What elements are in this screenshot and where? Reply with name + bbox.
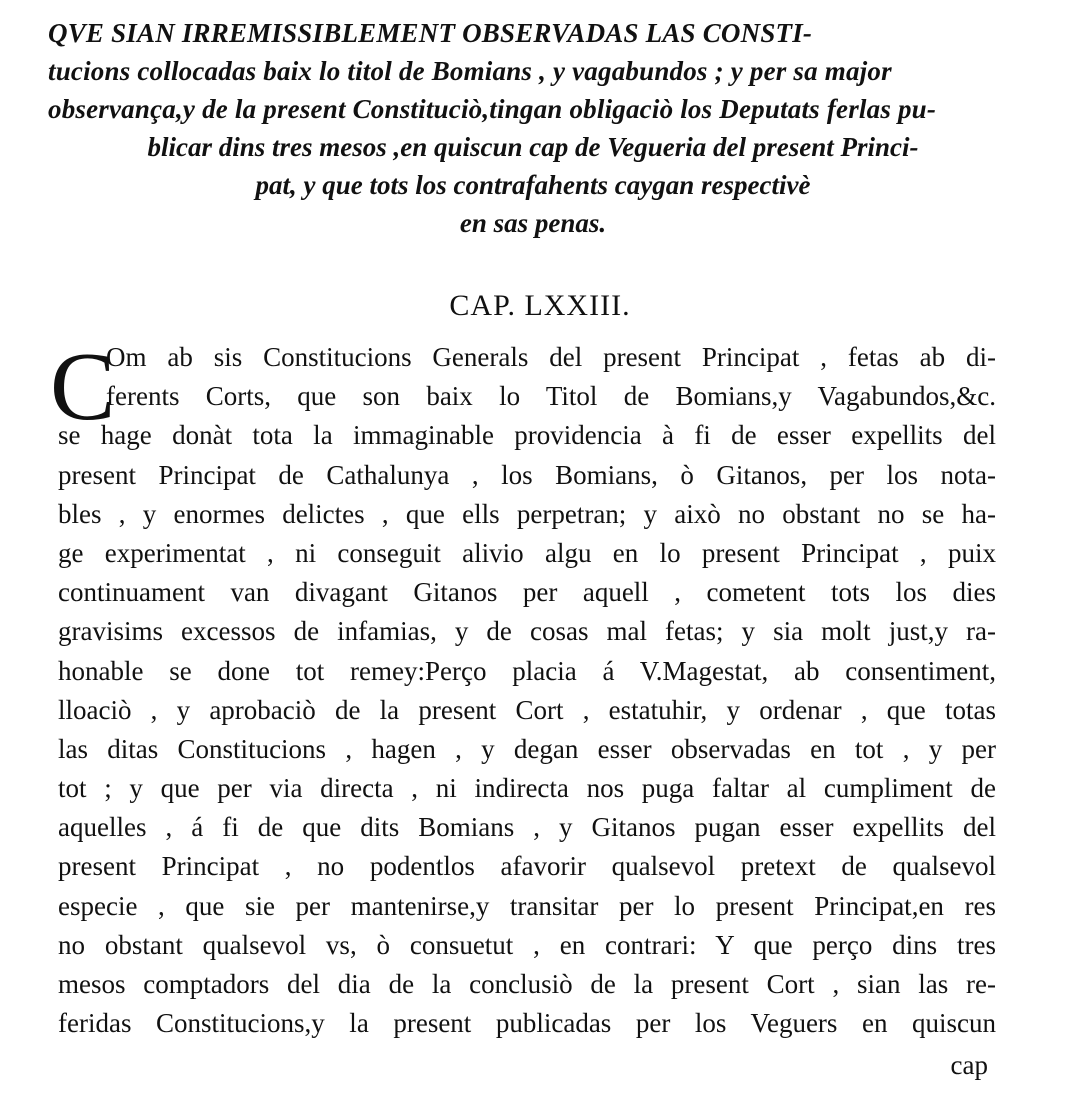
body-line: ge experimentat , ni conseguit alivio algu en lo present Principat , puix xyxy=(58,537,996,568)
body-line: mesos comptadors del dia de la conclusiò de la present Cort , sian las re- xyxy=(58,969,996,999)
body-line: honable se done tot remey:Perço placia á V.Magestat, ab consentiment, xyxy=(58,655,996,686)
body-line: no obstant qualsevol vs, ò consuetut , en contrari: Y que perço dins tres xyxy=(58,929,996,960)
body-line: ferents Corts, que son baix lo Titol de Bomians,y Vagabundos,&c. xyxy=(106,381,996,412)
catchword: cap xyxy=(950,1050,988,1080)
heading-line: QVE SIAN IRREMISSIBLEMENT OBSERVADAS LAS CONSTI- xyxy=(48,18,813,48)
body-line: las ditas Constitucions , hagen , y degan esser observadas en tot , y per xyxy=(58,733,996,764)
body-line: feridas Constitucions,y la present publicadas per los Veguers en quiscun xyxy=(58,1008,996,1039)
body-line: aquelles , á fi de que dits Bomians , y Gitanos pugan esser expellits del xyxy=(58,812,996,843)
body-line: lloaciò , y aprobaciò de la present Cort , estatuhir, y ordenar , que totas xyxy=(58,694,996,725)
body-line: bles , y enormes delictes , que ells perpetran; y això no obstant no se ha- xyxy=(58,498,996,529)
body-line: especie , que sie per mantenirse,y transitar per lo present Principat,en res xyxy=(58,890,996,921)
chapter-heading-summary xyxy=(48,14,1018,242)
heading-line: tucions collocadas baix lo titol de Bomians , y vagabundos ; y per sa major xyxy=(48,56,892,86)
heading-line: observança,y de la present Constituciò,tingan obligaciò los Deputats ferlas pu- xyxy=(48,94,937,124)
heading-line: pat, y que tots los contrafahents caygan respectivè xyxy=(255,170,811,200)
chapter-number: CAP. LXXIII. xyxy=(449,289,631,322)
heading-line: blicar dins tres mesos ,en quiscun cap de Vegueria del present Princi- xyxy=(147,132,919,162)
body-line: Om ab sis Constitucions Generals del present Principat , fetas ab di- xyxy=(106,342,996,372)
body-line: present Principat de Cathalunya , los Bomians, ò Gitanos, per los nota- xyxy=(58,459,996,490)
body-line: gravisims excessos de infamias, y de cosas mal fetas; y sia molt just,y ra- xyxy=(58,616,996,647)
heading-line: en sas penas. xyxy=(459,208,607,238)
body-paragraph xyxy=(58,338,996,1043)
body-line: se hage donàt tota la immaginable providencia à fi de esser expellits del xyxy=(58,420,996,451)
drop-cap-letter: C xyxy=(50,333,116,441)
body-line: present Principat , no podentlos afavorir qualsevol pretext de qualsevol xyxy=(58,851,996,882)
body-line: continuament van divagant Gitanos per aquell , cometent tots los dies xyxy=(58,577,996,608)
body-line: tot ; y que per via directa , ni indirecta nos puga faltar al cumpliment de xyxy=(58,773,996,804)
